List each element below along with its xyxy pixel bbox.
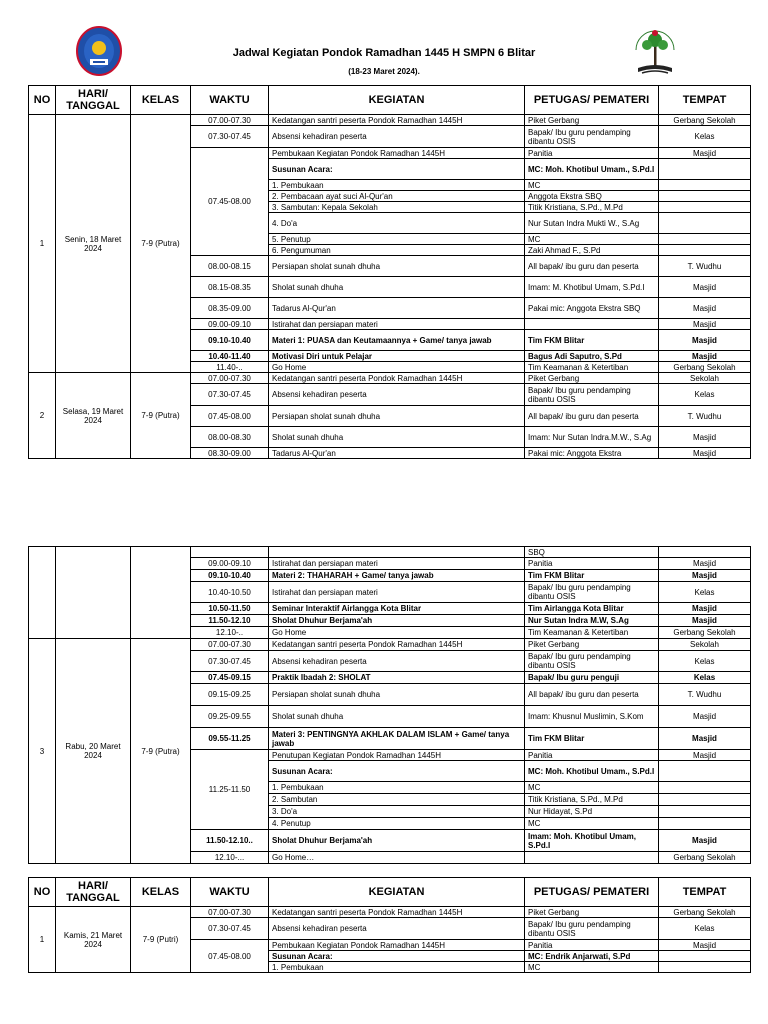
officer-cell: Bapak/ Ibu guru penguji	[525, 672, 659, 684]
officer-cell: Nur Sutan Indra M.W, S.Ag	[525, 615, 659, 627]
place-cell: Masjid	[659, 148, 751, 159]
document-header	[0, 0, 768, 88]
officer-cell: All bapak/ ibu guru dan peserta	[525, 406, 659, 427]
officer-cell: Anggota Ekstra SBQ	[525, 191, 659, 202]
activity-cell: Absensi kehadiran peserta	[269, 126, 525, 148]
officer-cell: Panitia	[525, 940, 659, 951]
officer-cell: Bapak/ Ibu guru pendamping dibantu OSIS	[525, 918, 659, 940]
place-cell: Masjid	[659, 351, 751, 362]
col-header-waktu: WAKTU	[191, 878, 269, 907]
place-cell	[659, 547, 751, 558]
col-header-tempat: TEMPAT	[659, 878, 751, 907]
col-header-no: NO	[29, 86, 56, 115]
col-header-kelas: KELAS	[131, 878, 191, 907]
time-cell: 10.40-11.40	[191, 351, 269, 362]
officer-cell: Bapak/ Ibu guru pendamping dibantu OSIS	[525, 582, 659, 603]
place-cell: Masjid	[659, 570, 751, 582]
time-cell: 07.45-08.00	[191, 940, 269, 973]
col-header-tempat: TEMPAT	[659, 86, 751, 115]
place-cell: Sekolah	[659, 639, 751, 651]
activity-cell	[269, 547, 525, 558]
place-cell: T. Wudhu	[659, 256, 751, 277]
day-class: 7-9 (Putra)	[131, 373, 191, 459]
time-cell: 11.25-11.50	[191, 750, 269, 830]
officer-cell: Bagus Adi Saputro, S.Pd	[525, 351, 659, 362]
activity-cell: 1. Pembukaan	[269, 782, 525, 794]
activity-cell: 1. Pembukaan	[269, 962, 525, 973]
activity-cell: Pembukaan Kegiatan Pondok Ramadhan 1445H	[269, 940, 525, 951]
activity-cell: 6. Pengumuman	[269, 245, 525, 256]
table-row	[29, 115, 751, 126]
document-subtitle: (18-23 Maret 2024).	[348, 67, 420, 76]
place-cell: Masjid	[659, 298, 751, 319]
day-class: 7-9 (Putra)	[131, 115, 191, 373]
officer-cell: MC	[525, 234, 659, 245]
col-header-kegiatan: KEGIATAN	[269, 878, 525, 907]
day-number: 1	[29, 907, 56, 973]
place-cell: Gerbang Sekolah	[659, 115, 751, 126]
activity-cell: Sholat sunah dhuha	[269, 706, 525, 728]
place-cell: Masjid	[659, 448, 751, 459]
activity-cell: Motivasi Diri untuk Pelajar	[269, 351, 525, 362]
time-cell: 11.50-12.10..	[191, 830, 269, 852]
place-cell	[659, 806, 751, 818]
time-cell: 08.15-08.35	[191, 277, 269, 298]
time-cell: 09.15-09.25	[191, 684, 269, 706]
time-cell: 12.10-..	[191, 627, 269, 639]
time-cell: 09.10-10.40	[191, 570, 269, 582]
officer-cell: Titik Kristiana, S.Pd., M.Pd	[525, 202, 659, 213]
place-cell: Gerbang Sekolah	[659, 627, 751, 639]
time-cell: 08.30-09.00	[191, 448, 269, 459]
activity-cell: Go Home	[269, 362, 525, 373]
schedule-table-page-2	[28, 546, 751, 864]
officer-cell: Imam: M. Khotibul Umam, S.Pd.I	[525, 277, 659, 298]
officer-cell: Piket Gerbang	[525, 115, 659, 126]
place-cell	[659, 761, 751, 782]
day-number-continued	[29, 547, 56, 639]
place-cell: T. Wudhu	[659, 406, 751, 427]
activity-cell: Materi 1: PUASA dan Keutamaannya + Game/ tanya jawab	[269, 330, 525, 351]
activity-cell: Penutupan Kegiatan Pondok Ramadhan 1445H	[269, 750, 525, 761]
day-number: 3	[29, 639, 56, 864]
officer-cell: Nur Sutan Indra Mukti W., S.Ag	[525, 213, 659, 234]
place-cell: Masjid	[659, 830, 751, 852]
officer-cell: Panitia	[525, 750, 659, 761]
officer-cell: Tim Airlangga Kota Blitar	[525, 603, 659, 615]
activity-cell: 2. Pembacaan ayat suci Al-Qur'an	[269, 191, 525, 202]
place-cell: Kelas	[659, 384, 751, 406]
col-header-petugas: PETUGAS/ PEMATERI	[525, 878, 659, 907]
place-cell: Sekolah	[659, 373, 751, 384]
time-cell: 09.25-09.55	[191, 706, 269, 728]
place-cell	[659, 818, 751, 830]
table-header-row	[29, 86, 751, 115]
day-class-continued	[131, 547, 191, 639]
officer-cell: Tim Keamanan & Ketertiban	[525, 362, 659, 373]
officer-cell: Panitia	[525, 558, 659, 570]
time-cell: 07.00-07.30	[191, 639, 269, 651]
col-header-no: NO	[29, 878, 56, 907]
day-date-continued	[56, 547, 131, 639]
table-row	[29, 373, 751, 384]
table-header-row	[29, 878, 751, 907]
place-cell	[659, 202, 751, 213]
officer-cell: Nur Hidayat, S.Pd	[525, 806, 659, 818]
activity-cell: Go Home	[269, 627, 525, 639]
officer-cell: Bapak/ Ibu guru pendamping dibantu OSIS	[525, 126, 659, 148]
col-header-kelas: KELAS	[131, 86, 191, 115]
time-cell: 09.00-09.10	[191, 558, 269, 570]
time-cell: 08.00-08.15	[191, 256, 269, 277]
activity-cell: 1. Pembukaan	[269, 180, 525, 191]
col-header-hari-tanggal: HARI/ TANGGAL	[56, 878, 131, 907]
place-cell: Masjid	[659, 940, 751, 951]
activity-cell: 3. Sambutan: Kepala Sekolah	[269, 202, 525, 213]
schedule-table-putri	[28, 877, 751, 973]
officer-cell: Pakai mic: Anggota Ekstra	[525, 448, 659, 459]
document-title: Jadwal Kegiatan Pondok Ramadhan 1445 H SMPN 6 Blitar	[232, 47, 536, 59]
officer-cell: Tim FKM Blitar	[525, 570, 659, 582]
place-cell: Gerbang Sekolah	[659, 852, 751, 864]
time-cell: 07.00-07.30	[191, 907, 269, 918]
officer-cell: MC: Endrik Anjarwati, S.Pd	[525, 951, 659, 962]
activity-cell: Go Home…	[269, 852, 525, 864]
activity-cell: Absensi kehadiran peserta	[269, 384, 525, 406]
place-cell: Gerbang Sekolah	[659, 907, 751, 918]
activity-cell: 3. Do'a	[269, 806, 525, 818]
place-cell: Kelas	[659, 651, 751, 672]
day-class: 7-9 (Putra)	[131, 639, 191, 864]
time-cell: 11.50-12.10	[191, 615, 269, 627]
officer-cell: Pakai mic: Anggota Ekstra SBQ	[525, 298, 659, 319]
place-cell	[659, 234, 751, 245]
time-cell: 07.45-09.15	[191, 672, 269, 684]
activity-cell: 4. Penutup	[269, 818, 525, 830]
place-cell	[659, 794, 751, 806]
officer-cell: Imam: Moh. Khotibul Umam, S.Pd.I	[525, 830, 659, 852]
officer-cell: MC	[525, 962, 659, 973]
place-cell: Masjid	[659, 728, 751, 750]
place-cell: Kelas	[659, 582, 751, 603]
place-cell: Masjid	[659, 277, 751, 298]
time-cell: 12.10-...	[191, 852, 269, 864]
day-date: Selasa, 19 Maret 2024	[56, 373, 131, 459]
activity-cell: Pembukaan Kegiatan Pondok Ramadhan 1445H	[269, 148, 525, 159]
place-cell	[659, 180, 751, 191]
officer-cell: Piket Gerbang	[525, 373, 659, 384]
time-cell: 09.10-10.40	[191, 330, 269, 351]
activity-cell: Persiapan sholat sunah dhuha	[269, 684, 525, 706]
officer-cell: Piket Gerbang	[525, 907, 659, 918]
activity-cell: Persiapan sholat sunah dhuha	[269, 256, 525, 277]
officer-cell: Bapak/ Ibu guru pendamping dibantu OSIS	[525, 384, 659, 406]
col-header-hari-tanggal: HARI/ TANGGAL	[56, 86, 131, 115]
activity-cell: Absensi kehadiran peserta	[269, 651, 525, 672]
activity-cell: 2. Sambutan	[269, 794, 525, 806]
time-cell: 08.00-08.30	[191, 427, 269, 448]
activity-cell: Materi 3: PENTINGNYA AKHLAK DALAM ISLAM + Game/ tanya jawab	[269, 728, 525, 750]
activity-cell: Sholat sunah dhuha	[269, 277, 525, 298]
time-cell: 07.45-08.00	[191, 148, 269, 256]
activity-cell: Absensi kehadiran peserta	[269, 918, 525, 940]
place-cell	[659, 191, 751, 202]
activity-cell: Seminar Interaktif Airlangga Kota Blitar	[269, 603, 525, 615]
time-cell: 10.40-10.50	[191, 582, 269, 603]
activity-cell: Istirahat dan persiapan materi	[269, 582, 525, 603]
activity-cell: Tadarus Al-Qur'an	[269, 448, 525, 459]
place-cell: Kelas	[659, 126, 751, 148]
officer-cell: Piket Gerbang	[525, 639, 659, 651]
time-cell: 07.45-08.00	[191, 406, 269, 427]
day-date: Senin, 18 Maret 2024	[56, 115, 131, 373]
time-cell: 07.30-07.45	[191, 384, 269, 406]
place-cell	[659, 951, 751, 962]
time-cell: 09.55-11.25	[191, 728, 269, 750]
activity-cell: Susunan Acara:	[269, 951, 525, 962]
activity-cell: Materi 2: THAHARAH + Game/ tanya jawab	[269, 570, 525, 582]
day-class: 7-9 (Putri)	[131, 907, 191, 973]
activity-cell: Sholat sunah dhuha	[269, 427, 525, 448]
officer-cell: MC	[525, 180, 659, 191]
time-cell	[191, 547, 269, 558]
activity-cell: Kedatangan santri peserta Pondok Ramadhan 1445H	[269, 373, 525, 384]
time-cell: 11.40-..	[191, 362, 269, 373]
time-cell: 07.30-07.45	[191, 651, 269, 672]
place-cell: Masjid	[659, 558, 751, 570]
time-cell: 10.50-11.50	[191, 603, 269, 615]
activity-cell: Susunan Acara:	[269, 761, 525, 782]
activity-cell: Sholat Dhuhur Berjama'ah	[269, 830, 525, 852]
officer-cell: Tim FKM Blitar	[525, 330, 659, 351]
place-cell: T. Wudhu	[659, 684, 751, 706]
place-cell: Masjid	[659, 603, 751, 615]
time-cell: 08.35-09.00	[191, 298, 269, 319]
table-row	[29, 547, 751, 558]
officer-cell: Zaki Ahmad F., S.Pd	[525, 245, 659, 256]
place-cell: Gerbang Sekolah	[659, 362, 751, 373]
officer-cell: Panitia	[525, 148, 659, 159]
place-cell	[659, 782, 751, 794]
time-cell: 07.00-07.30	[191, 373, 269, 384]
activity-cell: Susunan Acara:	[269, 159, 525, 180]
activity-cell: Persiapan sholat sunah dhuha	[269, 406, 525, 427]
officer-cell: All bapak/ ibu guru dan peserta	[525, 256, 659, 277]
activity-cell: Kedatangan santri peserta Pondok Ramadhan 1445H	[269, 907, 525, 918]
activity-cell: Kedatangan santri peserta Pondok Ramadhan 1445H	[269, 115, 525, 126]
place-cell: Masjid	[659, 330, 751, 351]
col-header-kegiatan: KEGIATAN	[269, 86, 525, 115]
activity-cell: 5. Penutup	[269, 234, 525, 245]
time-cell: 07.30-07.45	[191, 918, 269, 940]
officer-cell: MC	[525, 818, 659, 830]
officer-cell: Titik Kristiana, S.Pd., M.Pd	[525, 794, 659, 806]
day-number: 1	[29, 115, 56, 373]
table-row	[29, 639, 751, 651]
place-cell: Masjid	[659, 750, 751, 761]
day-date: Rabu, 20 Maret 2024	[56, 639, 131, 864]
day-date: Kamis, 21 Maret 2024	[56, 907, 131, 973]
day-number: 2	[29, 373, 56, 459]
officer-cell: Tim Keamanan & Ketertiban	[525, 627, 659, 639]
time-cell: 09.00-09.10	[191, 319, 269, 330]
officer-cell: MC: Moh. Khotibul Umam., S.Pd.I	[525, 159, 659, 180]
officer-cell: MC: Moh. Khotibul Umam., S.Pd.I	[525, 761, 659, 782]
place-cell	[659, 159, 751, 180]
place-cell: Masjid	[659, 706, 751, 728]
officer-cell: Tim FKM Blitar	[525, 728, 659, 750]
place-cell	[659, 245, 751, 256]
place-cell	[659, 213, 751, 234]
activity-cell: Tadarus Al-Qur'an	[269, 298, 525, 319]
activity-cell: Istirahat dan persiapan materi	[269, 558, 525, 570]
officer-cell	[525, 319, 659, 330]
activity-cell: Istirahat dan persiapan materi	[269, 319, 525, 330]
schedule-table-page-1	[28, 85, 751, 459]
place-cell: Masjid	[659, 427, 751, 448]
place-cell: Kelas	[659, 672, 751, 684]
officer-cell: All bapak/ ibu guru dan peserta	[525, 684, 659, 706]
activity-cell: 4. Do'a	[269, 213, 525, 234]
officer-cell: Bapak/ Ibu guru pendamping dibantu OSIS	[525, 651, 659, 672]
officer-cell: SBQ	[525, 547, 659, 558]
activity-cell: Sholat Dhuhur Berjama'ah	[269, 615, 525, 627]
col-header-waktu: WAKTU	[191, 86, 269, 115]
place-cell: Kelas	[659, 918, 751, 940]
table-row	[29, 907, 751, 918]
place-cell	[659, 962, 751, 973]
activity-cell: Kedatangan santri peserta Pondok Ramadhan 1445H	[269, 639, 525, 651]
officer-cell: Imam: Khusnul Muslimin, S.Kom	[525, 706, 659, 728]
officer-cell: MC	[525, 782, 659, 794]
place-cell: Masjid	[659, 615, 751, 627]
officer-cell	[525, 852, 659, 864]
time-cell: 07.30-07.45	[191, 126, 269, 148]
activity-cell: Praktik Ibadah 2: SHOLAT	[269, 672, 525, 684]
time-cell: 07.00-07.30	[191, 115, 269, 126]
col-header-petugas: PETUGAS/ PEMATERI	[525, 86, 659, 115]
officer-cell: Imam: Nur Sutan Indra.M.W., S.Ag	[525, 427, 659, 448]
place-cell: Masjid	[659, 319, 751, 330]
